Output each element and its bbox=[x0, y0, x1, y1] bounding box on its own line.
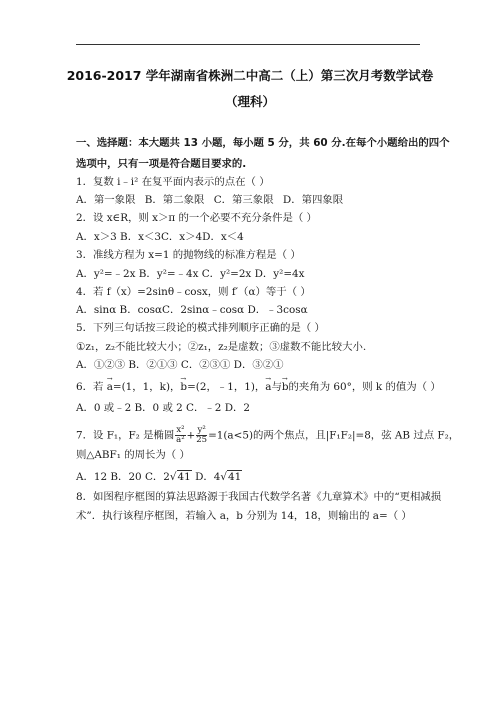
fraction: $\frac{\text{y²}}{25}$ bbox=[196, 425, 208, 445]
question-3-options: A．y²=﹣2x B．y²=﹣4x C．y²=2x D．y²=4x bbox=[76, 268, 305, 280]
sqrt-icon: √ bbox=[220, 471, 228, 483]
q1-option-b: B．第二象限 bbox=[144, 194, 205, 206]
vector-b: → b bbox=[282, 380, 289, 394]
vector-b: → b bbox=[180, 380, 187, 394]
question-6-options: A．0 或﹣2 B．0 或 2 C．﹣2 D．2 bbox=[76, 402, 251, 414]
question-1: 1．复数 i﹣i² 在复平面内表示的点在（ ） bbox=[76, 176, 270, 188]
vector-a: → a bbox=[265, 380, 271, 394]
question-7-options: A．12 B．20 C．2√41 D．4√41 bbox=[76, 471, 242, 483]
question-8-line-2: 术”．执行该程序框图，若输入 a，b 分别为 14，18，则输出的 a=（ ） bbox=[76, 510, 412, 522]
sqrt-icon: √ bbox=[169, 471, 177, 483]
question-1-options bbox=[76, 193, 349, 207]
header-rule bbox=[76, 44, 420, 45]
section-heading-1: 一、选择题：本大题共 13 小题，每小题 5 分，共 60 分.在每个小题给出的四个 bbox=[76, 137, 450, 149]
question-4-options: A．sinα B．cosαC．2sinα﹣cosα D．﹣3cosα bbox=[76, 304, 308, 316]
exam-subtitle: （理科） bbox=[224, 94, 275, 109]
fraction: $\frac{\text{x²}}{\text{a²}}$ bbox=[176, 425, 185, 445]
question-8: 8．如图程序框图的算法思路源于我国古代数学名著《九章算术》中的“更相减损 bbox=[76, 491, 442, 503]
question-7: 7．设 F₁，F₂ 是椭圆 $\frac{\text{x²}}{\text{a²}}$ + $\frac{\text{y²}}{25}$ =1(a<5)的两个焦点，且|F₁F₂|=8，弦 AB 过点 F₂， bbox=[76, 425, 460, 445]
q1-option-a: A．第一象限 bbox=[76, 194, 136, 206]
question-5-options: A．①②③ B．②①③ C．②③① D．③②① bbox=[76, 359, 284, 371]
section-heading-2: 选项中，只有一项是符合题目要求的. bbox=[76, 158, 247, 170]
question-2-options: A．x＞3 B．x＜3C．x＞4D．x＜4 bbox=[76, 231, 244, 243]
question-6: 6．若 → a=(1，1，k)，→ b=(2，﹣1，1)，→ a与→ b的夹角为 60°，则 k 的值为（ ） bbox=[76, 380, 441, 394]
exam-title: 2016-2017 学年湖南省株洲二中高二（上）第三次月考数学试卷 bbox=[66, 68, 434, 83]
question-4: 4．若 f（x）=2sinθ﹣cosx，则 f′（α）等于（ ） bbox=[76, 286, 311, 298]
vector-a: → a bbox=[107, 380, 113, 394]
question-5-detail: ①z₁，z₂不能比较大小；②z₁，z₂是虚数；③虚数不能比较大小. bbox=[76, 341, 367, 353]
q1-option-d: D．第四象限 bbox=[282, 194, 344, 206]
question-7-line-2: 则△ABF₁ 的周长为（ ） bbox=[76, 449, 190, 461]
question-3: 3．准线方程为 x=1 的抛物线的标准方程是（ ） bbox=[76, 249, 301, 261]
question-2: 2．设 x∈R，则 x＞π 的一个必要不充分条件是（ ） bbox=[76, 212, 317, 224]
question-5: 5．下列三句话按三段论的模式排列顺序正确的是（ ） bbox=[76, 322, 325, 334]
q1-option-c: C．第三象限 bbox=[213, 194, 274, 206]
